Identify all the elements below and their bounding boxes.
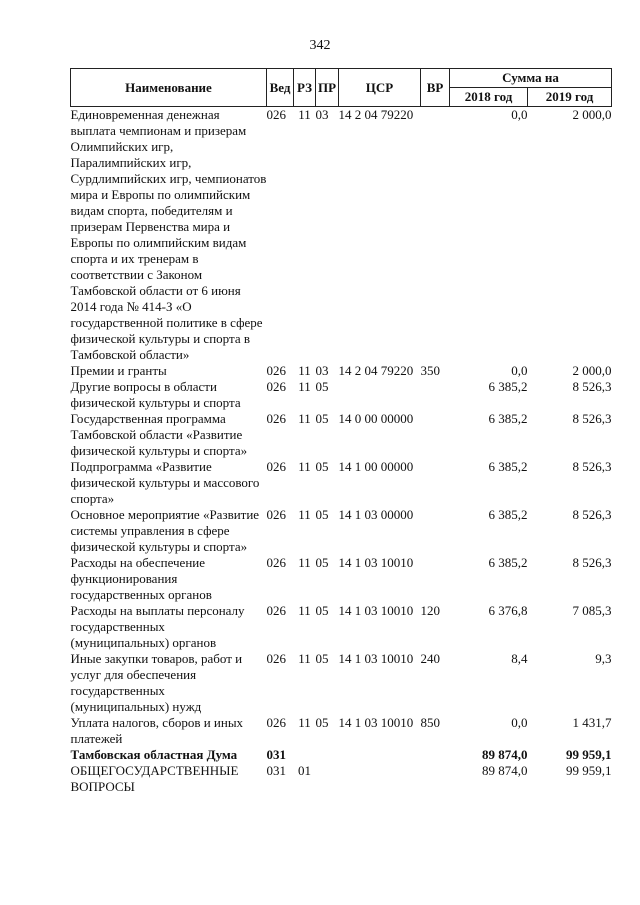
header-vr: ВР	[421, 69, 450, 107]
table-row	[71, 555, 612, 603]
row-amount-2019: 8 526,3	[572, 459, 612, 474]
row-rz	[294, 747, 316, 763]
row-amount-2019: 2 000,0	[572, 363, 612, 378]
row-name: Расходы на обеспечение функционирования государственных органов	[70, 555, 212, 602]
row-name: Уплата налогов, сборов и иных платежей	[70, 715, 244, 746]
row-name: Основное мероприятие «Развитие системы управления в сфере физической культуры и спорта»	[70, 507, 260, 554]
table-row	[71, 363, 612, 379]
row-ved: 026	[266, 411, 286, 426]
row-ved: 031	[266, 763, 286, 778]
row-ved: 026	[266, 459, 286, 474]
row-rz: 11	[298, 507, 311, 522]
row-csr: 14 0 00 00000	[338, 411, 414, 426]
row-pr: 03	[315, 107, 329, 122]
row-amount-2018: 89 874,0	[482, 747, 528, 762]
row-amount-2019: 99 959,1	[566, 763, 612, 778]
header-rz: РЗ	[294, 69, 316, 107]
row-amount-2018: 6 385,2	[488, 411, 528, 426]
row-csr: 14 1 03 10010	[338, 651, 414, 666]
table-row	[71, 507, 612, 555]
row-amount-2019: 2 000,0	[572, 107, 612, 122]
row-rz: 11	[298, 379, 311, 394]
row-amount-2018: 6 385,2	[488, 459, 528, 474]
table-row	[71, 411, 612, 459]
row-csr: 14 1 03 10010	[338, 715, 414, 730]
header-year-2019: 2019 год	[528, 88, 612, 107]
table-row	[71, 747, 612, 763]
row-csr: 14 2 04 79220	[338, 107, 414, 122]
table-header	[71, 69, 612, 107]
row-pr: 05	[315, 459, 329, 474]
table-body	[71, 107, 612, 796]
row-ved: 026	[266, 363, 286, 378]
row-name: Иные закупки товаров, работ и услуг для обеспечения государственных (муниципальных) нужд	[70, 651, 243, 714]
row-pr: 03	[315, 363, 329, 378]
row-pr: 05	[315, 715, 329, 730]
budget-table	[70, 68, 612, 795]
row-ved: 026	[266, 107, 286, 122]
header-ved: Вед	[267, 69, 294, 107]
row-vr	[421, 555, 450, 603]
row-ved: 026	[266, 555, 286, 570]
row-amount-2019: 99 959,1	[566, 747, 612, 762]
row-name: Расходы на выплаты персоналу государственных (муниципальных) органов	[70, 603, 245, 650]
row-ved: 026	[266, 651, 286, 666]
row-rz: 11	[298, 555, 311, 570]
row-rz: 01	[298, 763, 311, 778]
row-vr: 240	[420, 651, 440, 666]
row-name: ОБЩЕГОСУДАРСТВЕННЫЕ ВОПРОСЫ	[70, 763, 239, 794]
row-vr	[421, 763, 450, 795]
row-pr: 05	[315, 555, 329, 570]
row-vr	[421, 379, 450, 411]
row-ved: 026	[266, 715, 286, 730]
row-amount-2019: 7 085,3	[572, 603, 612, 618]
row-amount-2018: 6 385,2	[488, 507, 528, 522]
row-ved: 026	[266, 603, 286, 618]
row-amount-2018: 6 385,2	[488, 555, 528, 570]
row-amount-2018: 0,0	[511, 107, 528, 122]
row-name: Государственная программа Тамбовской области «Развитие физической культуры и спорта»	[70, 411, 248, 458]
header-sum: Сумма на	[450, 69, 612, 88]
row-csr: 14 1 03 00000	[338, 507, 414, 522]
table-row	[71, 459, 612, 507]
row-name: Другие вопросы в области физической культуры и спорта	[70, 379, 241, 410]
row-amount-2019: 8 526,3	[572, 507, 612, 522]
row-pr: 05	[315, 603, 329, 618]
row-ved: 026	[266, 379, 286, 394]
row-amount-2019: 9,3	[595, 651, 612, 666]
header-name: Наименование	[71, 69, 267, 107]
row-amount-2018: 89 874,0	[482, 763, 528, 778]
table-row	[71, 107, 612, 364]
row-csr	[339, 747, 421, 763]
row-rz: 11	[298, 651, 311, 666]
header-year-2018: 2018 год	[450, 88, 528, 107]
row-vr	[421, 459, 450, 507]
row-amount-2018: 6 376,8	[488, 603, 528, 618]
row-rz: 11	[298, 411, 311, 426]
row-amount-2019: 8 526,3	[572, 379, 612, 394]
row-amount-2018: 0,0	[511, 715, 528, 730]
page-number: 342	[309, 38, 331, 53]
table-row	[71, 651, 612, 715]
row-csr: 14 2 04 79220	[338, 363, 414, 378]
row-amount-2018: 6 385,2	[488, 379, 528, 394]
header-pr: ПР	[316, 69, 339, 107]
row-amount-2019: 8 526,3	[572, 411, 612, 426]
row-amount-2018: 0,0	[511, 363, 528, 378]
row-name: Подпрограмма «Развитие физической культуры и массового спорта»	[70, 459, 260, 506]
row-ved: 031	[266, 747, 286, 762]
row-rz: 11	[298, 603, 311, 618]
row-csr: 14 1 00 00000	[338, 459, 414, 474]
row-pr: 05	[315, 379, 329, 394]
table-row	[71, 763, 612, 795]
row-amount-2019: 8 526,3	[572, 555, 612, 570]
row-name: Единовременная денежная выплата чемпионам и призерам Олимпийских игр, Паралимпийских игр, Сурдлимпийских игр, чемпионатов мира и Европы по олимпийским видам спорта, победителям и призерам Первенства мира и Европы по олимпийским видам спорта и их тренерам в соответствии с Законом Тамбовской области от 6 июня 2014 года № 414-З «О государственной политике в сфере физической культуры и спорта в Тамбовской области»	[70, 107, 267, 362]
row-pr: 05	[315, 651, 329, 666]
row-pr	[316, 763, 339, 795]
row-pr: 05	[315, 507, 329, 522]
row-name: Премии и гранты	[70, 363, 167, 378]
row-amount-2019: 1 431,7	[572, 715, 612, 730]
table-row	[71, 603, 612, 651]
row-vr: 350	[420, 363, 440, 378]
row-csr	[339, 379, 421, 411]
row-vr	[421, 747, 450, 763]
row-vr	[421, 107, 450, 364]
row-csr	[339, 763, 421, 795]
table-row	[71, 379, 612, 411]
row-csr: 14 1 03 10010	[338, 555, 414, 570]
row-amount-2018: 8,4	[511, 651, 528, 666]
row-rz: 11	[298, 459, 311, 474]
row-name: Тамбовская областная Дума	[70, 747, 238, 762]
row-rz: 11	[298, 363, 311, 378]
row-pr	[316, 747, 339, 763]
row-vr	[421, 507, 450, 555]
row-vr	[421, 411, 450, 459]
row-rz: 11	[298, 107, 311, 122]
row-pr: 05	[315, 411, 329, 426]
header-csr: ЦСР	[339, 69, 421, 107]
row-vr: 850	[420, 715, 440, 730]
row-csr: 14 1 03 10010	[338, 603, 414, 618]
row-ved: 026	[266, 507, 286, 522]
row-vr: 120	[420, 603, 440, 618]
row-rz: 11	[298, 715, 311, 730]
table-row	[71, 715, 612, 747]
